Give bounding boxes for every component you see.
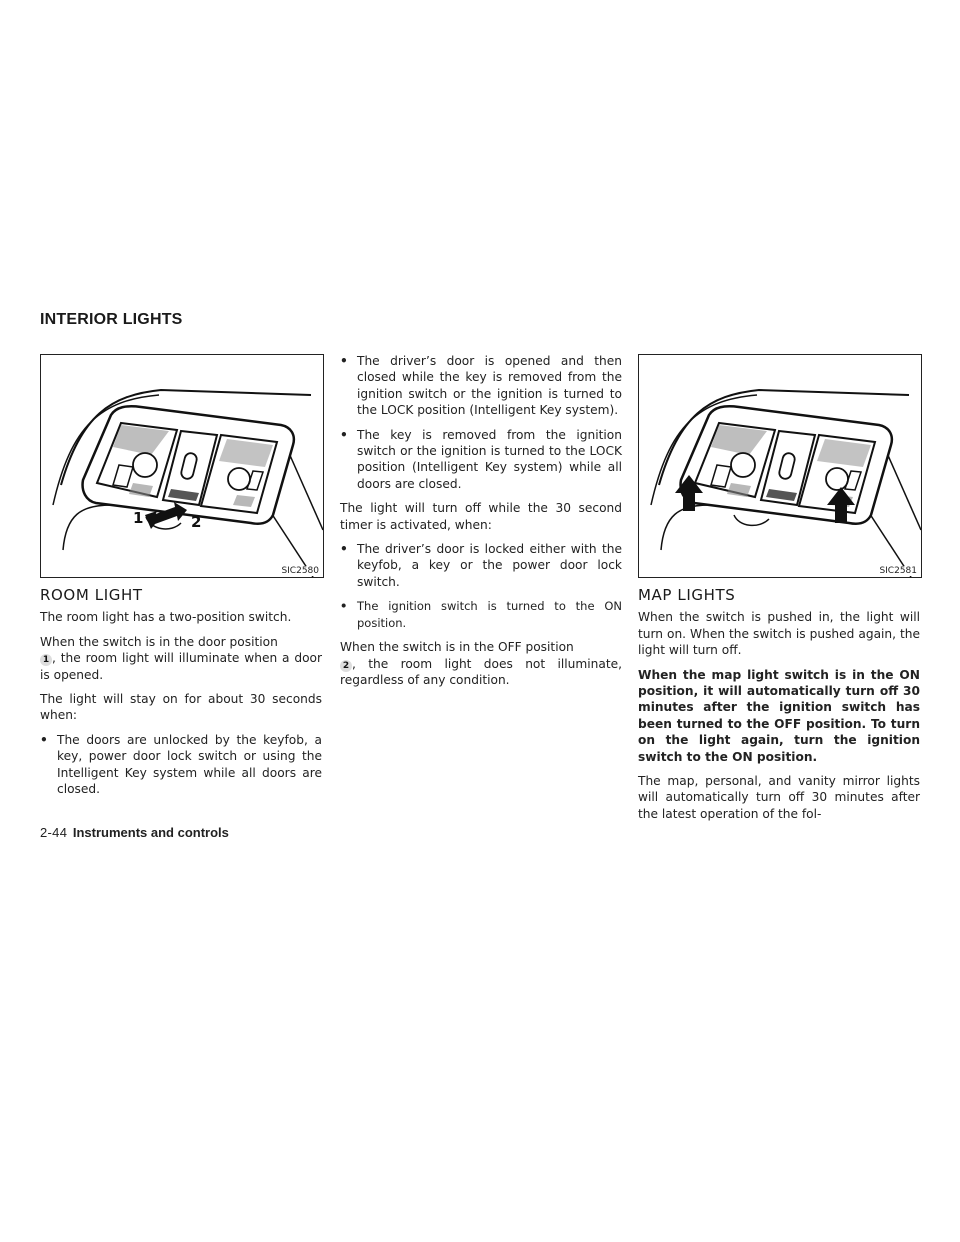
callout-marker: 1 [40, 654, 52, 666]
room-light-figure [40, 354, 324, 578]
overhead-console-illustration [41, 355, 323, 577]
callout-2: 2 [191, 513, 202, 531]
bullet-icon: • [340, 542, 348, 557]
bullet-icon: • [340, 427, 348, 442]
paragraph-text: , the room light will illuminate when a door is opened. [40, 651, 322, 682]
paragraph: The room light has a two-position switch. [40, 610, 292, 625]
paragraph: The light will turn off while the 30 second timer is activated, when: [340, 501, 622, 532]
bullet-icon: • [340, 354, 348, 368]
room-light-continued [340, 353, 622, 696]
callout-marker: 2 [340, 660, 352, 672]
bullet-item [340, 541, 622, 590]
bullet-item [340, 353, 622, 419]
paragraph [40, 634, 322, 683]
warning-paragraph: When the map light switch is in the ON position, it will automatically turn off 30 minutes after the ignition switch has been turned to the OFF position. To turn on the light again, turn the ignition switch to the ON position. [638, 667, 920, 764]
callout-1: 1 [133, 509, 144, 527]
page-footer [40, 825, 229, 840]
bullet-item [340, 598, 622, 631]
bullet-text: The driver’s door is locked either with the keyfob, a key or the power door lock switch. [357, 542, 622, 589]
bullet-text: The ignition switch is turned to the ON position. [357, 599, 622, 630]
bullet-text: The key is removed from the ignition switch or the ignition is turned to the LOCK position (Intelligent Key system) while all doors are closed. [357, 427, 622, 491]
figure-code: SIC2580 [281, 566, 319, 576]
map-lights-section [638, 587, 920, 830]
paragraph-text: When the switch is in the door position [40, 634, 278, 649]
paragraph-text: , the room light does not illuminate, regardless of any condition. [340, 656, 622, 687]
bullet-icon: • [40, 732, 48, 747]
figure-code: SIC2581 [879, 566, 917, 576]
paragraph [340, 639, 622, 688]
room-light-section [40, 587, 322, 805]
map-lights-heading: MAP LIGHTS [638, 586, 736, 604]
bullet-item [340, 427, 622, 493]
bullet-icon: • [340, 599, 348, 614]
bullet-text: The doors are unlocked by the keyfob, a key, power door lock switch or using the Intelligent Key system while all doors are closed. [57, 732, 322, 797]
paragraph: When the switch is pushed in, the light will turn on. When the switch is pushed again, the light will turn off. [638, 610, 920, 658]
room-light-heading: ROOM LIGHT [40, 586, 143, 604]
overhead-console-illustration [639, 355, 921, 577]
page-number: 2-44 [40, 825, 68, 840]
paragraph-text: When the switch is in the OFF position [340, 640, 574, 655]
footer-section-title: Instruments and controls [72, 825, 229, 840]
section-heading: INTERIOR LIGHTS [40, 311, 183, 328]
paragraph: The light will stay on for about 30 seconds when: [40, 692, 322, 723]
paragraph: The map, personal, and vanity mirror lights will automatically turn off 30 minutes after the latest operation of the fol- [638, 774, 920, 821]
map-lights-figure [638, 354, 922, 578]
bullet-text: The driver’s door is opened and then closed while the key is removed from the ignition switch or the ignition is turned to the LOCK position (Intelligent Key system). [357, 354, 622, 418]
bullet-item [40, 732, 322, 798]
